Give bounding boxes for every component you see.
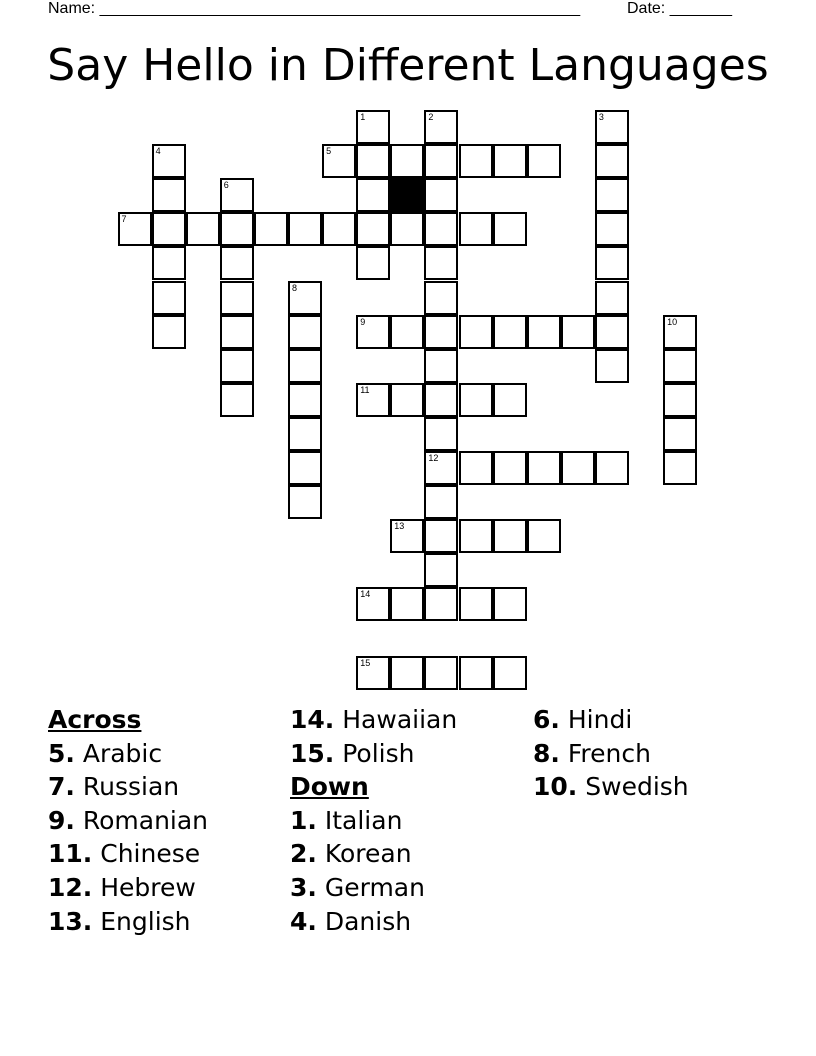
grid-cell[interactable] — [595, 246, 629, 280]
grid-cell[interactable] — [390, 315, 424, 349]
clue-number-label: 12 — [428, 453, 439, 463]
clue-number: 12. — [48, 872, 93, 902]
grid-cell[interactable] — [459, 519, 493, 553]
clue-text: French — [567, 738, 651, 768]
clue-item — [48, 804, 208, 838]
grid-cell[interactable] — [663, 383, 697, 417]
grid-cell[interactable] — [424, 553, 458, 587]
clue-text: English — [100, 906, 191, 936]
clue-number: 9. — [48, 805, 75, 835]
grid-cell[interactable] — [459, 212, 493, 246]
grid-cell[interactable] — [220, 349, 254, 383]
grid-cell[interactable] — [152, 281, 186, 315]
grid-cell[interactable] — [322, 144, 356, 178]
clue-number-label: 7 — [121, 214, 127, 225]
grid-cell[interactable] — [356, 383, 390, 417]
clue-number-label: 10 — [667, 316, 678, 327]
grid-cell[interactable] — [288, 417, 322, 451]
grid-cell[interactable] — [493, 212, 527, 246]
grid-cell[interactable] — [663, 315, 697, 349]
grid-cell[interactable] — [356, 178, 390, 212]
clue-text: Arabic — [82, 738, 163, 768]
down-heading: Down — [290, 772, 369, 802]
grid-cell[interactable] — [220, 178, 254, 212]
clue-item — [48, 737, 208, 771]
clue-number: 2. — [290, 839, 317, 869]
grid-cell[interactable] — [356, 110, 390, 144]
clue-column-2 — [290, 703, 457, 938]
clue-number-label: 3 — [598, 112, 604, 122]
grid-cell[interactable] — [220, 281, 254, 315]
grid-cell[interactable] — [220, 315, 254, 349]
grid-cell[interactable] — [152, 144, 186, 178]
grid-cell[interactable] — [663, 417, 697, 451]
grid-cell[interactable] — [595, 451, 629, 485]
grid-cell[interactable] — [288, 212, 322, 246]
clue-number-label: 9 — [360, 316, 366, 327]
clue-text: Danish — [324, 906, 412, 936]
grid-cell[interactable] — [288, 485, 322, 519]
grid-cell[interactable] — [356, 246, 390, 280]
clue-column-3 — [533, 703, 689, 804]
grid-cell[interactable] — [390, 656, 424, 690]
grid-cell[interactable] — [424, 383, 458, 417]
grid-cell[interactable] — [595, 178, 629, 212]
clue-text: Romanian — [82, 805, 209, 835]
grid-cell[interactable] — [152, 246, 186, 280]
clue-number-label: 13 — [394, 521, 405, 532]
grid-cell[interactable] — [595, 281, 629, 315]
clue-number-label: 15 — [360, 657, 371, 668]
clue-item — [48, 871, 208, 905]
grid-cell[interactable] — [220, 212, 254, 246]
clue-item — [290, 804, 457, 838]
grid-cell[interactable] — [424, 281, 458, 315]
grid-cell[interactable] — [424, 519, 458, 553]
grid-cell[interactable] — [493, 451, 527, 485]
clue-column-1 — [48, 703, 208, 938]
grid-cell[interactable] — [527, 144, 561, 178]
grid-cell[interactable] — [493, 656, 527, 690]
grid-cell[interactable] — [595, 144, 629, 178]
clue-text: Chinese — [100, 839, 201, 869]
clue-text: Hawaiian — [342, 705, 458, 734]
grid-cell[interactable] — [527, 315, 561, 349]
grid-cell[interactable] — [390, 519, 424, 553]
grid-cell[interactable] — [118, 212, 152, 246]
clue-number-label: 8 — [292, 282, 298, 293]
grid-cell[interactable] — [459, 383, 493, 417]
clue-item — [290, 703, 457, 737]
grid-cell[interactable] — [561, 451, 595, 485]
grid-cell[interactable] — [356, 315, 390, 349]
clue-number: 15. — [290, 738, 335, 768]
clue-number-label: 1 — [360, 112, 366, 122]
clue-number-label: 6 — [223, 180, 229, 191]
clue-item — [290, 737, 457, 771]
grid-cell[interactable] — [424, 212, 458, 246]
clue-number: 10. — [533, 772, 578, 802]
clue-number: 1. — [290, 805, 317, 835]
grid-cell[interactable] — [152, 212, 186, 246]
grid-cell[interactable] — [152, 315, 186, 349]
grid-cell[interactable] — [288, 281, 322, 315]
grid-cell[interactable] — [288, 451, 322, 485]
grid-cell[interactable] — [356, 656, 390, 690]
clue-number: 14. — [290, 705, 335, 734]
clue-number: 5. — [48, 738, 75, 768]
clue-number: 6. — [533, 705, 560, 734]
grid-cell[interactable] — [424, 656, 458, 690]
grid-cell[interactable] — [595, 315, 629, 349]
grid-cell[interactable] — [424, 485, 458, 519]
grid-cell[interactable] — [424, 587, 458, 621]
grid-cell[interactable] — [390, 587, 424, 621]
clue-number: 3. — [290, 872, 317, 902]
clue-number: 7. — [48, 772, 75, 802]
grid-cell[interactable] — [356, 212, 390, 246]
grid-cell[interactable] — [663, 451, 697, 485]
grid-cell[interactable] — [493, 315, 527, 349]
clue-text: Italian — [324, 805, 403, 835]
grid-cell[interactable] — [459, 315, 493, 349]
clue-number-label: 5 — [326, 146, 332, 157]
grid-cell[interactable] — [459, 656, 493, 690]
grid-cell[interactable] — [459, 144, 493, 178]
clue-text: Hebrew — [100, 872, 196, 902]
grid-cell[interactable] — [356, 587, 390, 621]
clue-item — [48, 905, 208, 939]
clue-text: Korean — [324, 839, 412, 869]
name-line: Name: ______________________________________________________ — [48, 0, 581, 17]
clue-text: Russian — [82, 772, 180, 802]
grid-cell[interactable] — [424, 349, 458, 383]
grid-cell[interactable] — [152, 178, 186, 212]
clue-item — [533, 770, 689, 804]
grid-cell[interactable] — [595, 212, 629, 246]
clue-text: Swedish — [585, 772, 689, 802]
across-heading: Across — [48, 705, 142, 734]
grid-cell[interactable] — [356, 144, 390, 178]
grid-cell[interactable] — [595, 110, 629, 144]
black-square — [390, 178, 424, 212]
grid-cell[interactable] — [288, 315, 322, 349]
grid-cell[interactable] — [254, 212, 288, 246]
grid-cell[interactable] — [424, 178, 458, 212]
grid-cell[interactable] — [561, 315, 595, 349]
grid-cell[interactable] — [220, 383, 254, 417]
grid-cell[interactable] — [493, 587, 527, 621]
clue-item — [290, 871, 457, 905]
grid-cell[interactable] — [322, 212, 356, 246]
clue-item — [290, 905, 457, 939]
clue-text: German — [324, 872, 425, 902]
grid-cell[interactable] — [527, 519, 561, 553]
page-title: Say Hello in Different Languages — [47, 40, 769, 91]
clue-number: 13. — [48, 906, 93, 936]
grid-cell[interactable] — [424, 417, 458, 451]
clue-item — [290, 837, 457, 871]
clue-item — [48, 837, 208, 871]
clue-item — [533, 737, 689, 771]
clue-number-label: 4 — [155, 146, 161, 157]
grid-cell[interactable] — [186, 212, 220, 246]
grid-cell[interactable] — [459, 451, 493, 485]
grid-cell[interactable] — [459, 587, 493, 621]
grid-cell[interactable] — [493, 383, 527, 417]
clue-item — [533, 703, 689, 737]
date-line: Date: _______ — [627, 0, 732, 17]
grid-cell[interactable] — [493, 144, 527, 178]
grid-cell[interactable] — [424, 144, 458, 178]
grid-cell[interactable] — [390, 144, 424, 178]
grid-cell[interactable] — [663, 349, 697, 383]
grid-cell[interactable] — [493, 519, 527, 553]
clue-number: 11. — [48, 839, 93, 869]
clue-number: 8. — [533, 738, 560, 768]
grid-cell[interactable] — [390, 212, 424, 246]
grid-cell[interactable] — [595, 349, 629, 383]
clue-number-label: 14 — [360, 589, 371, 600]
grid-cell[interactable] — [220, 246, 254, 280]
grid-cell[interactable] — [424, 246, 458, 280]
grid-cell[interactable] — [527, 451, 561, 485]
clue-text: Hindi — [567, 705, 633, 734]
clue-item — [48, 770, 208, 804]
clue-number: 4. — [290, 906, 317, 936]
grid-cell[interactable] — [424, 110, 458, 144]
grid-cell[interactable] — [288, 349, 322, 383]
grid-cell[interactable] — [424, 451, 458, 485]
clue-number-label: 11 — [360, 384, 370, 395]
grid-cell[interactable] — [288, 383, 322, 417]
clue-text: Polish — [342, 738, 415, 768]
grid-cell[interactable] — [390, 383, 424, 417]
clue-number-label: 2 — [428, 112, 434, 122]
grid-cell[interactable] — [424, 315, 458, 349]
